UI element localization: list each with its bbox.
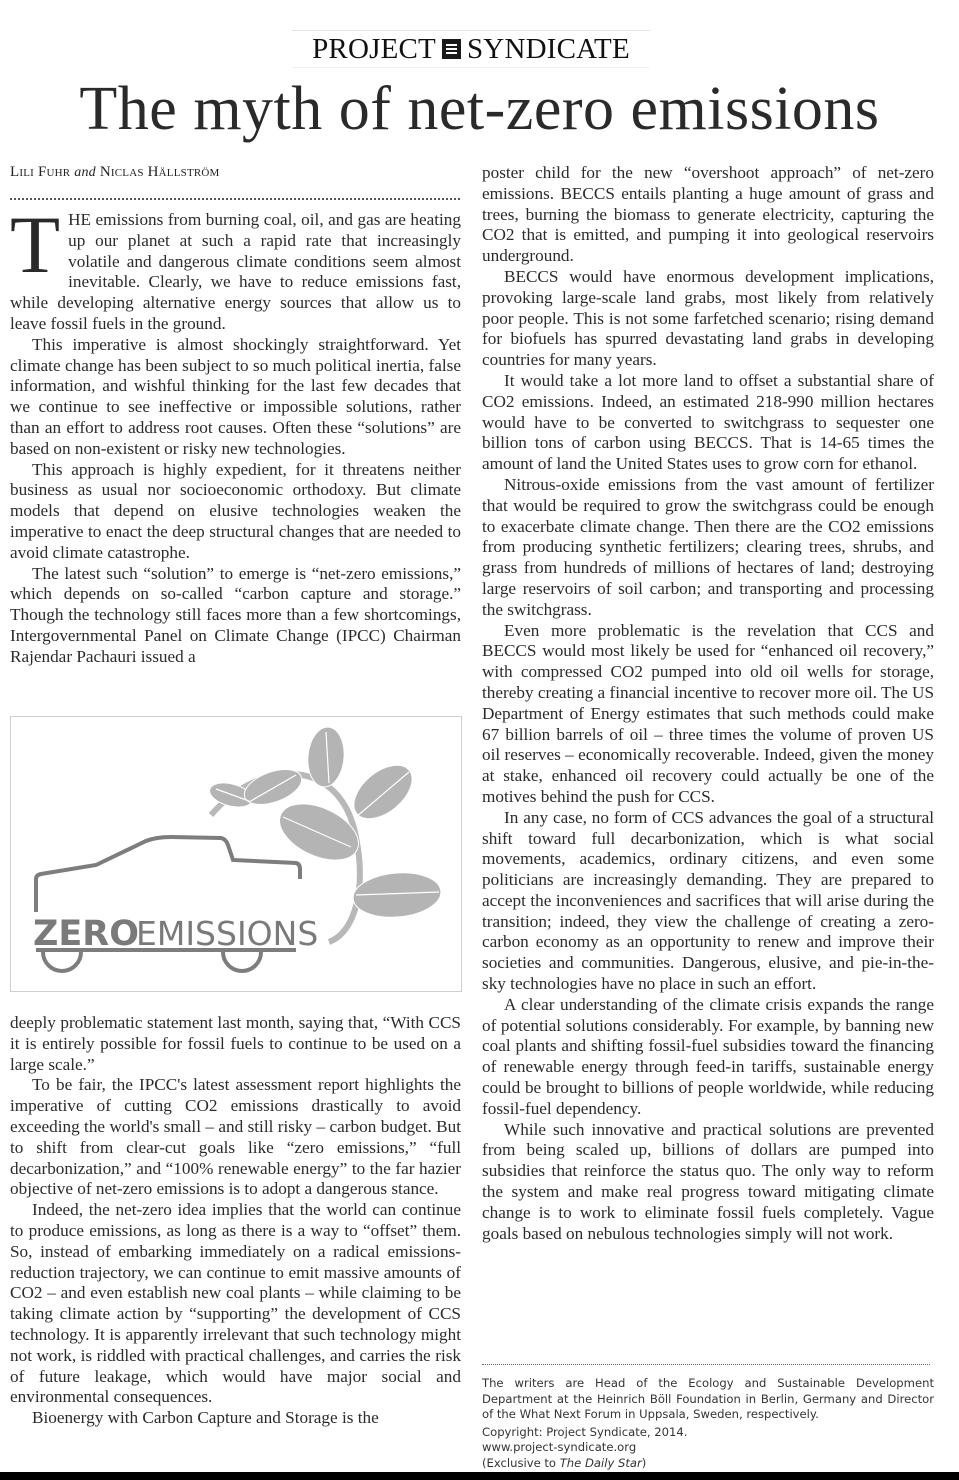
footnote-divider <box>482 1364 930 1365</box>
paragraph: In any case, no form of CCS advances the goal of a structural shift toward full decarbonization, which is what social movements, academics, ordinary citizens, and even some politicians are increasingly demanding. They are prepared to accept the inconveniences and sacrifices that will arise during the transition; indeed, they view the challenge of creating a zero-carbon economy as an opportunity to renew and improve their societies and communities. Dangerous, elusive, and pie-in-the-sky technologies have no place in such an effort. <box>482 807 934 994</box>
paragraph: The latest such “solution” to emerge is “net-zero emissions,” which depends on so-called “carbon capture and storage.” Though the technology still faces more than a few shortcomings, Intergovernmental Panel on Climate Change (IPCC) Chairman Rajendar Pachauri issued a <box>10 563 461 666</box>
paragraph: Indeed, the net-zero idea implies that the world can continue to produce emissions, as long as there is a way to “offset” them. So, instead of embarking immediately on a radical emissions-reduction trajectory, we can continue to emit massive amounts of CO2 – and even establish new coal plants – while claiming to be taking climate action by “supporting” the development of CCS technology. It is apparently irrelevant that such technology might not work, is riddled with practical challenges, and carries the risk of future leakage, which would have major social and environmental consequences. <box>10 1200 461 1407</box>
page-bottom-edge <box>0 1472 959 1480</box>
paragraph: It would take a lot more land to offset a substantial share of CO2 emissions. Indeed, an estimated 218-990 million hectares would have to be converted to switchgrass to sequester one billion tons of carbon using BECCS. That is 14-65 times the amount of land the United States uses to grow corn for ethanol. <box>482 370 934 474</box>
paragraph: Even more problematic is the revelation that CCS and BECCS would most likely be used for “enhanced oil recovery,” with compressed CO2 pumped into old oil wells for storage, thereby creating a financial incentive to recover more oil. The US Department of Energy estimates that such methods could make 67 billion barrels of oil – three times the volume of proven US oil reserves – economically recoverable. Indeed, given the money at stake, enhanced oil recovery could actually be one of the motives behind the push for CCS. <box>482 620 934 806</box>
right-column <box>482 163 934 1244</box>
exclusive-prefix: (Exclusive to <box>482 1455 560 1470</box>
paragraph: BECCS would have enormous development implications, provoking large-scale land grabs, most likely from relatively poor people. This is not some farfetched scenario; rising demand for biofuels has spurred devastating land grabs in developing countries for many years. <box>482 266 934 370</box>
zero-emissions-car-leaves-icon <box>11 717 461 991</box>
left-column-top <box>10 199 461 668</box>
paragraph: Bioenergy with Carbon Capture and Storage is the <box>32 1408 379 1428</box>
masthead-left: PROJECT <box>312 32 436 65</box>
paragraph: A clear understanding of the climate crisis expands the range of potential solutions considerably. For example, by banning new coal plants and shifting fossil-fuel subsidies toward the financing of renewable energy through feed-in tariffs, sustainable energy could be brought to billions of people worldwide, while reducing fossil-fuel dependency. <box>482 994 934 1118</box>
paragraph-lead <box>10 199 461 335</box>
paragraph: poster child for the new “overshoot approach” of net-zero emissions. BECCS entails planting a huge amount of grass and trees, burning the biomass to generate electricity, capturing the CO2 that is emitted, and pumping it into geological reservoirs underground. <box>482 163 934 266</box>
cut-off-previous-text <box>0 0 959 4</box>
copyright: Copyright: Project Syndicate, 2014. <box>482 1424 688 1439</box>
exclusive-note <box>482 1456 934 1472</box>
footnote <box>482 1376 934 1471</box>
logo-emissions-text: EMISSIONS <box>136 914 319 953</box>
left-column-bottom <box>10 1013 461 1429</box>
paragraph: This imperative is almost shockingly straightforward. Yet climate change has been subject to so much political inertia, false information, and wishful thinking for the last few decades that we continue to see ineffective or impossible solutions, rather than an effort to address root causes. Often these “solutions” are based on non-existent or risky new technologies. <box>10 334 461 458</box>
writers-bio: The writers are Head of the Ecology and Sustainable Development Department at the Heinrich Böll Foundation in Berlin, Germany and Director of the What Next Forum in Uppsala, Sweden, respectively. <box>482 1376 934 1421</box>
article-headline: The myth of net-zero emissions <box>79 75 880 143</box>
source-url[interactable]: www.project-syndicate.org <box>482 1440 637 1454</box>
logo-zero-text: ZERO <box>33 914 139 954</box>
dropcap: T <box>10 199 61 290</box>
paragraph: This approach is highly expedient, for it threatens neither business as usual nor socioeconomic orthodoxy. But climate models that depend on elusive technologies weaken the imperative to enact the deep structural changes that are needed to avoid climate catastrophe. <box>10 459 461 562</box>
paragraph: Nitrous-oxide emissions from the vast amount of fertilizer that would be required to grow the switchgrass could be enough to exacerbate climate change. Then there are the CO2 emissions from producing synthetic fertilizers; clearing trees, shrubs, and grass from hundreds of millions of hectares of land; destroying large reservoirs of soil carbon; and transporting and processing the switchgrass. <box>482 474 934 619</box>
byline-conjunction: and <box>74 165 96 180</box>
masthead-right: SYNDICATE <box>466 32 630 65</box>
byline <box>10 164 220 181</box>
project-syndicate-logo-icon <box>442 39 461 59</box>
byline-divider <box>10 198 460 200</box>
paragraph: To be fair, the IPCC's latest assessment report highlights the imperative of cutting CO2 emissions drastically to avoid exceeding the world's small – and still risky – carbon budget. But to shift from clear-cut goals like “zero emissions,” “full decarbonization,” and “100% renewable energy” to the far hazier objective of net-zero emissions is to adopt a dangerous stance. <box>10 1075 461 1199</box>
paragraph: deeply problematic statement last month, saying that, “With CCS it is entirely possible for fossil fuels to continue to be used on a large scale.” <box>10 1013 461 1074</box>
paragraph-text: HE emissions from burning coal, oil, and gas are heating up our planet at such a rapid rate that increasingly volatile and dangerous climate conditions seem almost inevitable. Clearly, we have to reduce emissions fast, while developing alternative energy sources that allow us to leave fossil fuels in the ground. <box>10 210 461 333</box>
exclusive-suffix: ) <box>641 1455 647 1470</box>
author-2: Niclas Hällström <box>99 164 220 180</box>
paragraph: While such innovative and practical solutions are prevented from being scaled up, billions of dollars are pumped into subsidies that reinforce the status quo. The only way to reform the system and make real progress toward mitigating climate change is to work to eliminate fossil fuels completely. Vague goals based on nebulous technologies simply will not work. <box>482 1119 934 1243</box>
masthead <box>292 30 650 68</box>
newspaper-name: The Daily Star <box>559 1455 642 1470</box>
zero-emissions-illustration <box>10 716 462 992</box>
author-1: Lili Fuhr <box>10 164 71 180</box>
